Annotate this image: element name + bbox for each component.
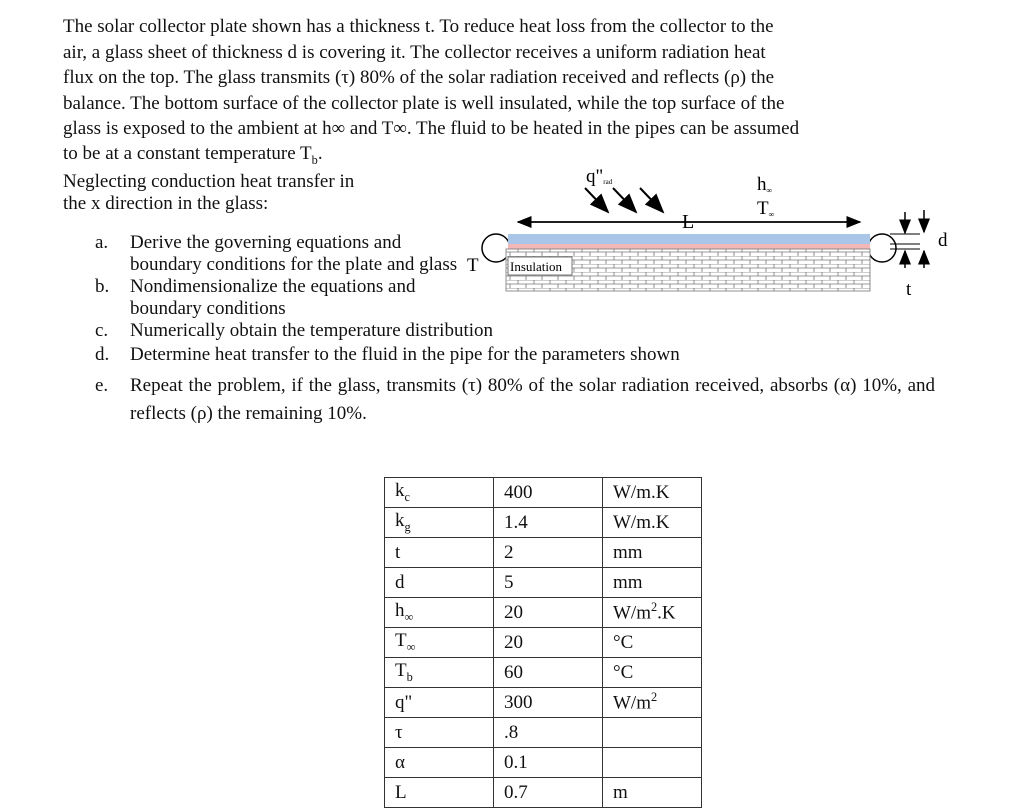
thickness-d-marker: [890, 210, 924, 244]
task-item: [95, 372, 935, 428]
T-inf-sub: ∞: [768, 210, 775, 219]
length-label: L: [682, 211, 695, 233]
parameter-value: 300: [494, 688, 603, 718]
parameter-value: 400: [494, 478, 603, 508]
parameter-unit: °C: [603, 628, 702, 658]
parameter-symbol: $T_b$: [385, 658, 494, 688]
parameter-symbol: $k_c$: [385, 478, 494, 508]
parameter-row: [385, 628, 702, 658]
continuation-line: the x direction in the glass:: [63, 192, 269, 214]
parameter-row: [385, 688, 702, 718]
parameter-row: [385, 598, 702, 628]
parameter-unit: W/m.K: [603, 478, 702, 508]
task-marker: e.: [95, 375, 109, 396]
parameter-unit: [603, 748, 702, 778]
task-text: Derive the governing equations and boundary conditions for the plate and glass: [130, 232, 458, 275]
parameter-table: [384, 477, 702, 808]
intro-line: balance. The bottom surface of the collector plate is well insulated, while the top surface of the: [63, 92, 785, 114]
h-sub: ∞: [766, 186, 773, 195]
parameter-value: 60: [494, 658, 603, 688]
parameter-unit: mm: [603, 538, 702, 568]
task-item: [95, 276, 470, 320]
parameter-row: [385, 568, 702, 598]
parameter-value: 2: [494, 538, 603, 568]
task-marker: a.: [95, 232, 109, 253]
svg-text:T∞: [757, 198, 775, 219]
T-inf-label: T: [757, 198, 769, 219]
parameter-symbol: q": [385, 688, 494, 718]
parameter-value: 1.4: [494, 508, 603, 538]
svg-text:h∞: [757, 174, 773, 195]
parameter-symbol: t: [385, 538, 494, 568]
flux-label: q": [586, 166, 604, 187]
parameter-row: [385, 658, 702, 688]
tb-label: T: [467, 255, 479, 276]
parameter-symbol: $T_\infty$: [385, 628, 494, 658]
insulation-label: Insulation: [510, 259, 562, 274]
parameter-unit: °C: [603, 658, 702, 688]
parameter-unit: mm: [603, 568, 702, 598]
parameter-unit: W/m.K: [603, 508, 702, 538]
right-pipe: [868, 234, 896, 262]
parameter-unit: m: [603, 778, 702, 808]
parameter-value: 20: [494, 628, 603, 658]
intro-line: The solar collector plate shown has a thickness t. To reduce heat loss from the collector to the: [63, 16, 774, 37]
parameter-value: 0.1: [494, 748, 603, 778]
parameter-value: 0.7: [494, 778, 603, 808]
parameter-unit: $W/m^2$: [603, 688, 702, 718]
task-item: [95, 320, 935, 342]
parameter-row: [385, 478, 702, 508]
flux-sub: rad: [603, 178, 613, 186]
parameter-value: 20: [494, 598, 603, 628]
h-label: h: [757, 174, 767, 195]
parameter-row: [385, 778, 702, 808]
parameter-symbol: L: [385, 778, 494, 808]
task-marker: b.: [95, 276, 110, 297]
task-marker: c.: [95, 320, 109, 341]
task-text: Determine heat transfer to the fluid in the pipe for the parameters shown: [130, 344, 680, 365]
t-label: t: [906, 279, 912, 300]
task-marker: d.: [95, 344, 110, 365]
continuation-line: Neglecting conduction heat transfer in: [63, 170, 355, 192]
collector-diagram: [450, 160, 960, 310]
svg-text:q"rad: [586, 166, 613, 187]
parameter-symbol: d: [385, 568, 494, 598]
parameter-row: [385, 748, 702, 778]
task-text: Numerically obtain the temperature distribution: [130, 320, 494, 341]
continuation-line: to be at a constant temperature $T_b$.: [63, 143, 323, 167]
task-item: [95, 344, 935, 366]
parameter-unit: $W/m^2.K$: [603, 598, 702, 628]
collector-plate: [508, 244, 870, 249]
parameter-symbol: τ: [385, 718, 494, 748]
parameter-value: .8: [494, 718, 603, 748]
task-item: [95, 232, 470, 276]
parameter-unit: [603, 718, 702, 748]
intro-line: glass is exposed to the ambient at h∞ and T∞. The fluid to be heated in the pipes can be assumed: [63, 118, 800, 139]
parameter-row: [385, 508, 702, 538]
parameter-row: [385, 718, 702, 748]
parameter-symbol: $k_g$: [385, 508, 494, 538]
d-label: d: [938, 230, 948, 251]
radiation-arrows: [585, 188, 663, 212]
parameter-row: [385, 538, 702, 568]
intro-line: air, a glass sheet of thickness d is covering it. The collector receives a uniform radiation heat: [63, 41, 766, 63]
problem-intro: [63, 14, 963, 142]
glass-layer: [508, 234, 870, 244]
task-text: Repeat the problem, if the glass, transmits (τ) 80% of the solar radiation received, absorbs (α) 10%, and reflects (ρ) the remaining 10%.: [130, 375, 935, 424]
parameter-value: 5: [494, 568, 603, 598]
parameter-symbol: α: [385, 748, 494, 778]
intro-line: flux on the top. The glass transmits (τ) 80% of the solar radiation received and reflects (ρ) the: [63, 67, 775, 88]
task-text: Nondimensionalize the equations and boundary conditions: [130, 276, 416, 319]
problem-continuation: [63, 143, 483, 215]
parameter-symbol: $h_\infty$: [385, 598, 494, 628]
